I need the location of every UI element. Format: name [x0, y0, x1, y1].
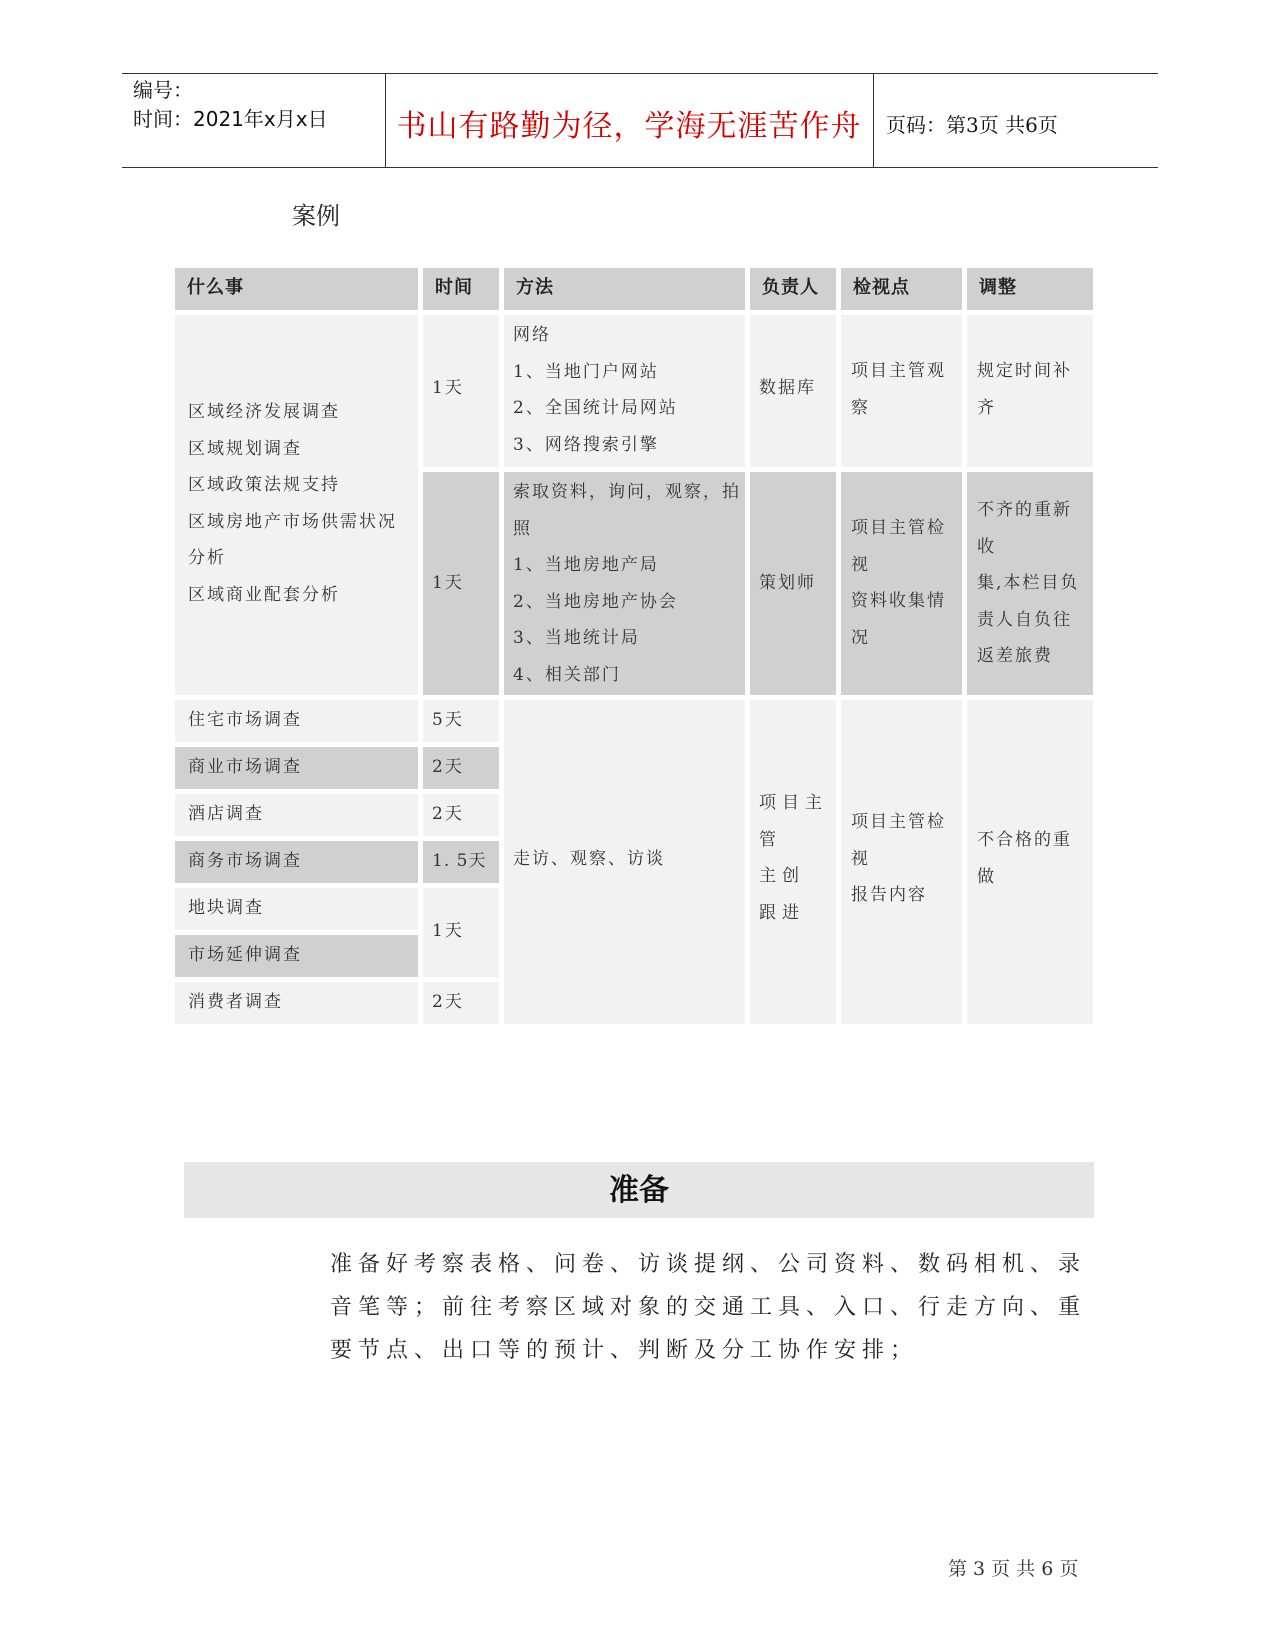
- market-item: 地块调查: [175, 888, 418, 930]
- row2-owner: 策划师: [750, 472, 836, 695]
- method-line: 照: [513, 518, 532, 539]
- market-item: 酒店调查: [175, 794, 418, 836]
- adjust-line: 返差旅费: [977, 646, 1053, 666]
- owner-line: 主创: [759, 866, 805, 886]
- table-header-what: 什么事: [175, 268, 418, 310]
- market-item: 商务市场调查: [175, 841, 418, 883]
- checkpoint-line: 察: [851, 397, 870, 418]
- market-method: 走访、观察、访谈: [504, 700, 745, 1024]
- checkpoint-line: 视: [851, 848, 870, 869]
- checkpoint-line: 视: [851, 554, 870, 575]
- page-footer: 第 3 页 共 6 页: [948, 1558, 1079, 1580]
- market-time: 1天: [423, 888, 499, 977]
- row2-time: 1天: [423, 472, 499, 695]
- row2-checkpoint: [841, 472, 962, 695]
- method-line: 1、当地门户网站: [513, 361, 659, 382]
- owner-line: 项目主: [759, 793, 828, 813]
- method-line: 3、网络搜索引擎: [513, 434, 659, 455]
- regional-item: 区域商业配套分析: [188, 584, 340, 605]
- method-line: 2、当地房地产协会: [513, 591, 678, 612]
- header-top-rule: [122, 73, 1158, 74]
- header-divider-right: [873, 73, 874, 167]
- regional-item: 分析: [188, 548, 226, 568]
- market-time: 2天: [423, 747, 499, 789]
- market-time: 2天: [423, 794, 499, 836]
- market-checkpoint: [841, 700, 962, 1024]
- regional-item: 区域经济发展调查: [188, 402, 340, 422]
- method-line: 4、相关部门: [513, 664, 621, 685]
- table-header-time: 时间: [423, 268, 499, 310]
- adjust-line: 责人自负往: [977, 609, 1072, 630]
- table-header-owner: 负责人: [750, 268, 836, 310]
- adjust-line: 集,本栏目负: [977, 573, 1080, 593]
- row1-owner: 数据库: [750, 315, 836, 467]
- market-item: 商业市场调查: [175, 747, 418, 789]
- adjust-line: 齐: [977, 397, 996, 418]
- checkpoint-line: 项目主管检: [851, 812, 946, 832]
- checkpoint-line: 项目主管检: [851, 518, 946, 538]
- method-line: 2、全国统计局网站: [513, 398, 678, 418]
- row1-time: 1天: [423, 315, 499, 467]
- table-header-adjust: 调整: [967, 268, 1093, 310]
- row1-checkpoint: [841, 315, 962, 467]
- market-time: 2天: [423, 982, 499, 1024]
- regional-item: 区域规划调查: [188, 438, 302, 459]
- market-item: 消费者调查: [175, 982, 418, 1024]
- header-bottom-rule: [122, 167, 1158, 168]
- market-time: 5天: [423, 700, 499, 742]
- method-line: 1、当地房地产局: [513, 555, 659, 575]
- row1-adjust: [967, 315, 1093, 467]
- header-page-label: 页码：第3页 共6页: [886, 113, 1058, 137]
- header-motto: 书山有路勤为径，学海无涯苦作舟: [396, 109, 862, 144]
- table-header-method: 方法: [504, 268, 745, 310]
- market-adjust: [967, 700, 1093, 1024]
- adjust-line: 不合格的重: [977, 830, 1072, 850]
- method-line: 3、当地统计局: [513, 628, 640, 648]
- method-line: 网络: [513, 325, 551, 345]
- checkpoint-line: 项目主管观: [851, 361, 946, 381]
- adjust-line: 不齐的重新: [977, 500, 1072, 520]
- adjust-line: 收: [977, 536, 996, 557]
- row2-method: [504, 472, 745, 695]
- header-meta: [133, 76, 328, 134]
- market-item: 市场延伸调查: [175, 935, 418, 977]
- owner-line: 跟进: [759, 902, 805, 923]
- owner-line: 管: [759, 829, 782, 850]
- checkpoint-line: 况: [851, 627, 870, 648]
- market-owner: [750, 700, 836, 1024]
- row2-adjust: [967, 472, 1093, 695]
- table-header-checkpoint: 检视点: [841, 268, 962, 310]
- checkpoint-line: 报告内容: [851, 885, 927, 905]
- section-label: 案例: [292, 202, 340, 230]
- preparation-text: 准备好考察表格、问卷、访谈提纲、公司资料、数码相机、录音笔等；前往考察区域对象的交通工具、入口、行走方向、重要节点、出口等的预计、判断及分工协作安排；: [330, 1252, 1087, 1363]
- row1-method: [504, 315, 745, 467]
- document-time-label: 时间：2021年x月x日: [133, 107, 328, 131]
- method-line: 索取资料，询问，观察，拍: [513, 482, 741, 502]
- regional-item: 区域政策法规支持: [188, 475, 340, 495]
- market-item: 住宅市场调查: [175, 700, 418, 742]
- market-time: 1. 5天: [423, 841, 499, 883]
- adjust-line: 规定时间补: [977, 361, 1072, 381]
- regional-item: 区域房地产市场供需状况: [188, 511, 397, 532]
- adjust-line: 做: [977, 866, 996, 887]
- preparation-title: 准备: [609, 1173, 669, 1208]
- document-number-label: 编号：: [133, 78, 193, 102]
- regional-items-cell: [175, 315, 418, 695]
- checkpoint-line: 资料收集情: [851, 591, 946, 611]
